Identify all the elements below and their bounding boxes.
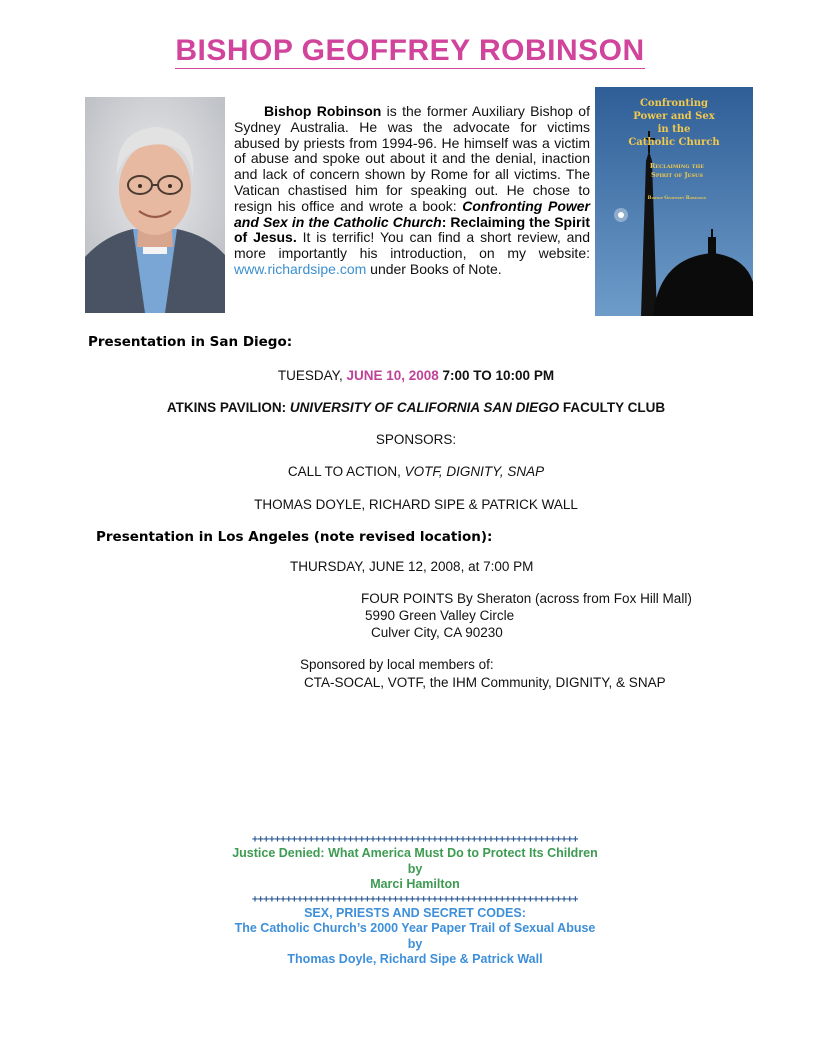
book1-author: Marci Hamilton bbox=[370, 877, 460, 891]
book1-title: Justice Denied: What America Must Do to Protect Its Children bbox=[232, 846, 598, 860]
book1-by: by bbox=[407, 861, 423, 876]
divider: ++++++++++++++++++++++++++++++++++++++++++++++++++++++++++ bbox=[252, 893, 578, 905]
san-diego-sponsors-2: THOMAS DOYLE, RICHARD SIPE & PATRICK WALL bbox=[254, 497, 578, 512]
los-angeles-venue: FOUR POINTS By Sheraton (across from Fox Hill Mall) 5990 Green Valley Circle Culver City, CA 90230 bbox=[361, 591, 692, 640]
cover-author: Bishop Geoffrey Robinson bbox=[647, 196, 707, 201]
cover-title: Confronting Power and Sex in the Catholic Church bbox=[628, 98, 720, 148]
los-angeles-heading: Presentation in Los Angeles (note revised location): bbox=[96, 529, 493, 545]
book-title: Confronting Power and Sex in the Catholic Church bbox=[234, 197, 590, 230]
book2-by: by bbox=[407, 936, 423, 951]
book2-authors: Thomas Doyle, Richard Sipe & Patrick Wall bbox=[287, 952, 543, 966]
book2-title-2: The Catholic Church’s 2000 Year Paper Trail of Sexual Abuse bbox=[234, 921, 596, 935]
website-link[interactable]: www.richardsipe.com bbox=[234, 260, 367, 277]
bishop-photo bbox=[85, 97, 225, 313]
divider: ++++++++++++++++++++++++++++++++++++++++++++++++++++++++++ bbox=[252, 834, 578, 845]
book-subtitle: : Reclaiming the Spirit of Jesus. bbox=[234, 213, 590, 246]
san-diego-sponsors-label: SPONSORS: bbox=[375, 432, 457, 447]
san-diego-datetime: TUESDAY, JUNE 10, 2008 7:00 TO 10:00 PM bbox=[277, 368, 555, 383]
los-angeles-sponsored-label: Sponsored by local members of: bbox=[300, 657, 494, 672]
page-title: BISHOP GEOFFREY ROBINSON bbox=[175, 34, 645, 67]
footer-books bbox=[0, 833, 820, 968]
san-diego-heading: Presentation in San Diego: bbox=[88, 334, 293, 350]
cover-subtitle: Reclaiming the Spirit of Jesus bbox=[649, 162, 705, 179]
bio-paragraph: Bishop Robinson is the former Auxiliary Bishop of Sydney Australia. He was the advocate for victims abused by priests from 1994-96. He himself was a victim of abuse and spoke out about it and the denial, inaction and lack of concern shown by Rome for all victims. The Vatican chastised him for speaking out. He chose to resign his office and wrote a book: Confronting Power and Sex in the Catholic Church: Reclaiming the Spirit of Jesus. It is terrific! You can find a short review, and more importantly his introduction, on my website: www.richardsipe.com under Books of Note. bbox=[234, 103, 590, 277]
bio-name: Bishop Robinson bbox=[264, 103, 382, 119]
san-diego-venue: ATKINS PAVILION: UNIVERSITY OF CALIFORNIA SAN DIEGO FACULTY CLUB bbox=[166, 400, 666, 415]
book-cover bbox=[595, 87, 753, 316]
san-diego-sponsors-1: CALL TO ACTION, VOTF, DIGNITY, SNAP bbox=[287, 464, 545, 479]
los-angeles-datetime: THURSDAY, JUNE 12, 2008, at 7:00 PM bbox=[290, 559, 534, 574]
los-angeles-sponsors: CTA-SOCAL, VOTF, the IHM Community, DIGNITY, & SNAP bbox=[304, 675, 666, 690]
book2-title-1: SEX, PRIESTS AND SECRET CODES: bbox=[304, 905, 526, 920]
